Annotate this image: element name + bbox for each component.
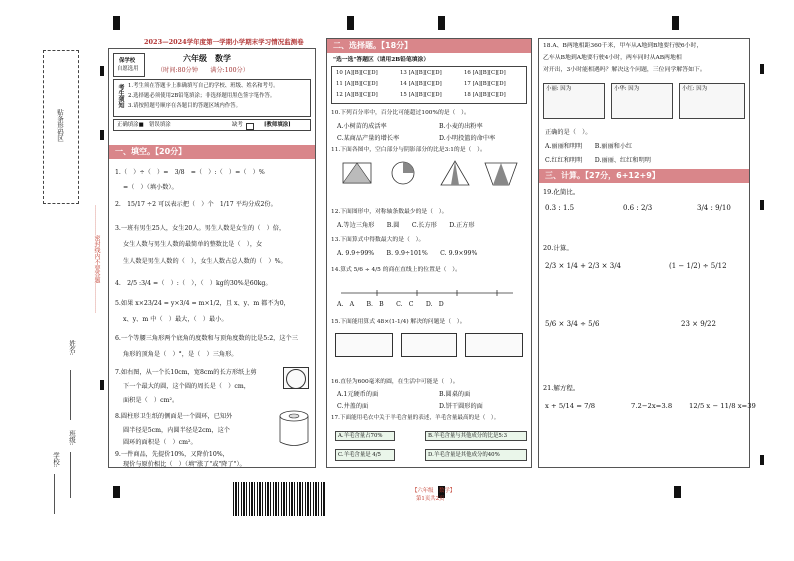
q18-line2: 乙车从B地到A地要行驶4小时，两车同时从AB两地相 — [543, 55, 682, 61]
name-line[interactable] — [70, 370, 71, 420]
seal-line-text: 密封线内不要答题 — [93, 235, 100, 283]
q8-line3: 圆环的面积是（ ）cm²。 — [123, 439, 197, 446]
q15: 15.下面能用算式 48×(1-1/4) 解决的问题是（ ）。 — [331, 319, 466, 325]
q18-prompt: 正确的是（ ）。 — [545, 129, 592, 136]
q17-option-c — [335, 449, 395, 461]
inscribed-circle — [286, 369, 306, 389]
q16-option-b: B.圆桌的面 — [439, 391, 471, 398]
q21: 21.解方程。 — [543, 384, 580, 392]
q10: 10.下列百分率中，百分比可能超过100%的是（ ）。 — [331, 110, 470, 116]
bubble-row-16[interactable]: 16 [A][B][C][D] — [464, 70, 506, 76]
bubble-row-13[interactable]: 13 [A][B][C][D] — [400, 70, 442, 76]
bubble-row-18[interactable]: 18 [A][B][C][D] — [464, 92, 506, 98]
student-solution-a — [543, 83, 605, 119]
q16: 16.直径为600毫米的圆，在生活中可能是（ ）。 — [331, 379, 459, 385]
q12: 12.下面图形中，对称轴条数最少的是（ ）。 — [331, 209, 448, 215]
registration-mark — [100, 380, 104, 390]
seal-box-sublabel: 自愿选用 — [117, 66, 139, 72]
q17-option-b-label: B.羊毛含量与其他成分的比是5:3 — [428, 433, 508, 439]
q17-option-c-label: C.羊毛含量是 4/5 — [338, 452, 381, 458]
q16-option-d: D.饼干圆形的面 — [439, 403, 483, 410]
q10-option-a: A.小树苗的成活率 — [337, 123, 387, 130]
school-line[interactable] — [54, 474, 55, 514]
registration-mark — [100, 66, 104, 76]
q9-line2: 现价与原价相比（ ）（填"涨了"或"降了"）。 — [123, 461, 246, 468]
barcode-area-label: 贴条形码区 — [56, 109, 64, 142]
column-3 — [538, 38, 756, 468]
registration-mark — [672, 16, 679, 30]
q19-b: 0.6 : 2/3 — [623, 204, 653, 212]
q10-option-d: D.小明投篮的命中率 — [439, 135, 496, 142]
registration-mark — [760, 200, 764, 210]
q17-option-a — [335, 431, 395, 441]
bubble-row-14[interactable]: 14 [A][B][C][D] — [400, 81, 442, 87]
bubble-row-17[interactable]: 17 [A][B][C][D] — [464, 81, 506, 87]
section-1-heading: 一、填空。【20分】 — [109, 145, 315, 159]
absent-label: 缺考 — [232, 122, 243, 128]
q7-line3: 面积是（ ）cm²。 — [123, 397, 179, 404]
class-line[interactable] — [70, 452, 71, 498]
seal-box-label: 保学校 — [119, 58, 136, 64]
q11-figures — [333, 159, 525, 189]
q1: 1.（ ）÷（ ）= 3/8 =（ ）:（ ）=（ ）% — [115, 169, 265, 176]
q20-a: 2/3 × 1/4 + 2/3 × 3/4 — [545, 262, 622, 270]
seal-line-dots: …………… — [93, 283, 100, 313]
instructions-label: 考生须知 — [117, 84, 124, 108]
bubble-row-11[interactable]: 11 [A][B][C][D] — [336, 81, 378, 87]
registration-mark — [674, 486, 681, 498]
absent-checkbox[interactable] — [246, 123, 254, 130]
footer-page: 第1页共2页 — [416, 496, 445, 502]
q18-line3: 对开出，3小时能相遇吗？解决这个问题，三位同学解答如下。 — [543, 67, 706, 73]
q7: 7.如右图，从一个长10cm，宽8cm的长方形纸上剪 — [115, 369, 257, 376]
q14-options: A. A B. B C. C D. D — [337, 301, 444, 308]
q20-b: (1 − 1/2) ÷ 5/12 — [669, 262, 727, 270]
footer-label: 【六年级 数学】 — [412, 488, 456, 494]
q12-options: A.等边三角形 B.圆 C.长方形 D.正方形 — [337, 222, 475, 229]
student-c-label: 小红: 因为 — [682, 86, 708, 92]
exam-title: 2023—2024学年度第一学期小学期末学习情况监测卷 — [144, 38, 304, 46]
bubble-area-note: "选一选"答题区（请用2B铅笔填涂） — [333, 57, 430, 63]
q17-option-b — [425, 431, 527, 441]
fill-example: 正确填涂■ 错误填涂 — [117, 122, 171, 128]
q21-c: 12/5 x − 11/8 x=39 — [689, 402, 756, 410]
q19: 19.化简比。 — [543, 188, 580, 196]
bubble-answer-area — [331, 66, 527, 104]
student-solution-b — [611, 83, 673, 119]
bubble-row-10[interactable]: 10 [A][B][C][D] — [336, 70, 378, 76]
column-1 — [108, 48, 316, 468]
q3-line2: 女生人数与男生人数的最简单的整数比是（ ），女 — [123, 241, 263, 248]
column-2 — [326, 38, 532, 468]
q3-line3: 生人数是男生人数的（ ），女生人数占总人数的（ ）%。 — [123, 258, 287, 265]
q17-option-a-label: A.羊毛含量占70% — [338, 433, 383, 439]
toilet-roll-figure — [277, 409, 311, 449]
q14-number-line — [337, 283, 517, 299]
registration-mark — [438, 16, 445, 30]
section-2-heading: 二、选择题。【18分】 — [327, 39, 531, 53]
q15-diagram-a — [335, 333, 393, 357]
q21-a: x + 5/14 = 7/8 — [545, 402, 596, 410]
q16-option-c: C.井盖的面 — [337, 403, 369, 410]
q15-diagram-c — [465, 333, 523, 357]
q6-line2: 角形的顶角是（ ）°，是（ ）三角形。 — [123, 351, 238, 358]
q2: 2. 15/17 ÷2 可以表示把（ ）个 1/17 平均分成2份。 — [115, 201, 277, 208]
q3: 3.一班有男生25人，女生20人。男生人数是女生的（ ）倍， — [115, 225, 286, 232]
q13-options: A. 9.9÷99% B. 9.9÷101% C. 9.9×99% — [337, 250, 478, 257]
q18-options-1: A.丽丽和明明 B.丽丽和小红 — [545, 143, 633, 150]
q4: 4. 2/5 :3/4 =（ ）:（ ），（ ）kg的30%是60kg。 — [115, 280, 272, 287]
q6: 6.一个等腰三角形两个底角的度数和与顶角度数的比是5:2，这个三 — [115, 335, 298, 342]
rectangle-circle-figure — [283, 367, 309, 389]
section-3-heading: 三、计算。【27分，6+12+9】 — [539, 169, 749, 183]
registration-mark — [113, 486, 120, 498]
q1-continued: =（ ）（填小数）。 — [123, 184, 178, 191]
q20-c: 5/6 × 3/4 ÷ 5/6 — [545, 320, 600, 328]
q15-diagram-b — [401, 333, 457, 357]
registration-mark — [113, 16, 120, 30]
bubble-row-15[interactable]: 15 [A][B][C][D] — [400, 92, 442, 98]
bubble-row-12[interactable]: 12 [A][B][C][D] — [336, 92, 378, 98]
q18-options-2: C.红红和明明 D.丽丽、红红和明明 — [545, 157, 651, 164]
seal-line-dots: …………… — [93, 205, 100, 235]
q9: 9.一件商品，先提价10%，又降价10%， — [115, 451, 229, 458]
q19-a: 0.3 : 1.5 — [545, 204, 575, 212]
q19-c: 3/4 : 9/10 — [697, 204, 731, 212]
registration-mark — [760, 64, 764, 74]
instruction-2: 2.选择题必须使用2B铅笔填涂；非选择题用黑色签字笔作答。 — [128, 93, 276, 99]
time-score: （时间:80分钟 满分:100分） — [157, 67, 249, 74]
registration-mark — [760, 455, 764, 465]
school-label: 学校: — [52, 452, 60, 468]
student-a-label: 小丽: 因为 — [546, 86, 572, 92]
q8: 8.圆柱形卫生纸的侧面是一个圆环，已知外 — [115, 413, 233, 420]
q5-line2: x、y、m 中（ ）最大，（ ）最小。 — [123, 316, 228, 323]
q7-line2: 下一个最大的圆，这个圆的周长是（ ）cm， — [123, 383, 250, 390]
student-b-label: 小华: 因为 — [614, 86, 640, 92]
q13: 13.下面算式中得数最大的是（ ）。 — [331, 237, 425, 243]
instruction-3: 3.请按照题号顺序在各题目的答题区域内作答。 — [128, 103, 241, 109]
registration-mark — [347, 16, 354, 30]
q10-option-b: B.小麦的出粉率 — [439, 123, 483, 130]
grade-subject: 六年级 数学 — [183, 53, 231, 63]
q10-option-c: C.某商品产量的增长率 — [337, 135, 400, 142]
q17-option-d-label: D.羊毛含量是其他成分的40% — [428, 452, 500, 458]
q17: 17.下面能用毛衣中关于羊毛含量的表述，羊毛含量最高的是（ ）。 — [331, 415, 500, 421]
student-solution-c — [679, 83, 745, 119]
q8-line2: 圆半径是5cm，内圆半径是2cm，这个 — [123, 427, 230, 434]
q18: 18.A、B两地相距360千米，甲车从A地到B地要行驶6小时， — [543, 43, 703, 49]
q20: 20.计算。 — [543, 244, 573, 252]
barcode — [233, 482, 325, 516]
q21-b: 7.2−2x=3.8 — [631, 402, 673, 410]
instructions-box — [113, 79, 311, 117]
class-label: 班级: — [68, 430, 76, 446]
registration-mark — [100, 130, 104, 140]
seal-box — [113, 53, 145, 77]
q14: 14.算式 5/6 ÷ 4/5 的商在直线上的位置是（ ）。 — [331, 267, 461, 273]
absent-marker: [教师填涂] — [264, 122, 291, 128]
q20-d: 23 × 9/22 — [681, 320, 716, 328]
seal-line-warning — [92, 205, 101, 313]
fill-example-box — [113, 119, 311, 131]
answer-sheet — [108, 38, 756, 468]
q5: 5.如果 x×23/24 = y×3/4 = m×1/2，且 x、y、m 都不为0， — [115, 300, 290, 307]
barcode-paste-area — [43, 50, 79, 204]
q17-option-d — [425, 449, 527, 461]
instruction-1: 1.考生须在答题卡上准确填写自己的学校、班级、姓名和考号。 — [128, 83, 279, 89]
name-label: 姓名: — [68, 340, 76, 356]
q16-option-a: A.1元硬币的面 — [337, 391, 379, 398]
q11: 11.下面各图中，空白部分与阴影部分的比是3:1的是（ ）。 — [331, 147, 486, 153]
